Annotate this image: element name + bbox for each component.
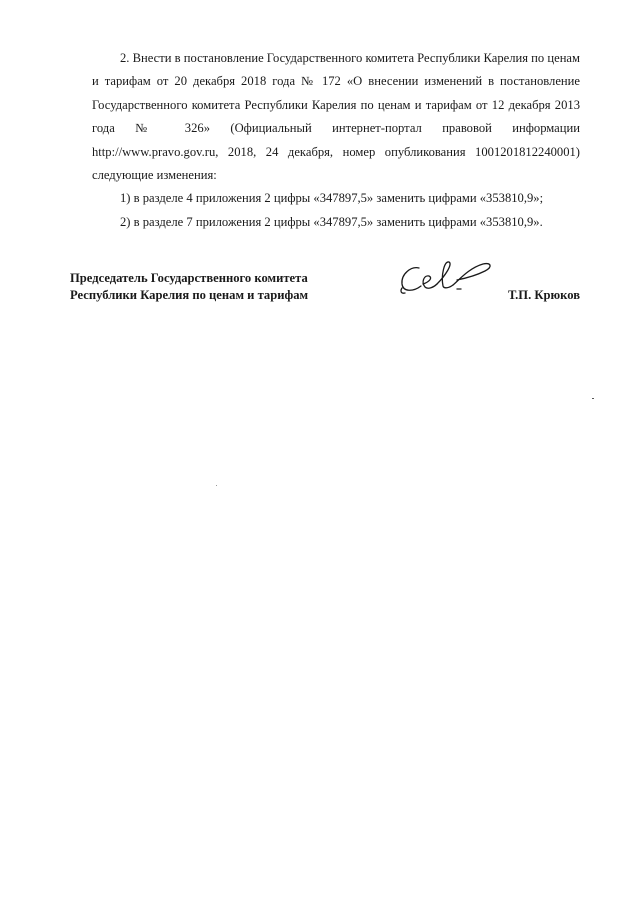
scan-speck — [592, 398, 594, 399]
signatory-name: Т.П. Крюков — [507, 288, 580, 302]
signature-block — [70, 270, 580, 320]
signatory-title-line-2: Республики Карелия по ценам и тарифам — [70, 288, 309, 302]
amendment-paragraph: 2. Внести в постановление Государственного комитета Республики Карелия по ценам и тарифам от 20 декабря 2018 года № 172 «О внесении изменений в постановление Государственного комитета Республики Карелия по ценам и тарифам от 12 декабря 2013 года № 326» (Официальный интернет-портал правовой информации http://www.pravo.gov.ru, 2018, 24 декабря, номер опубликования 1001201812240001) следующие изменения: — [92, 51, 580, 183]
amendment-item-2: 2) в разделе 7 приложения 2 цифры «347897,5» заменить цифрами «353810,9». — [120, 214, 543, 229]
document-body — [92, 47, 580, 234]
amendment-item-1: 1) в разделе 4 приложения 2 цифры «347897,5» заменить цифрами «353810,9»; — [120, 191, 544, 206]
handwritten-signature — [397, 258, 497, 302]
signatory-title — [70, 270, 308, 304]
scan-speck — [216, 485, 217, 486]
signatory-title-line-1: Председатель Государственного комитета — [70, 271, 308, 285]
